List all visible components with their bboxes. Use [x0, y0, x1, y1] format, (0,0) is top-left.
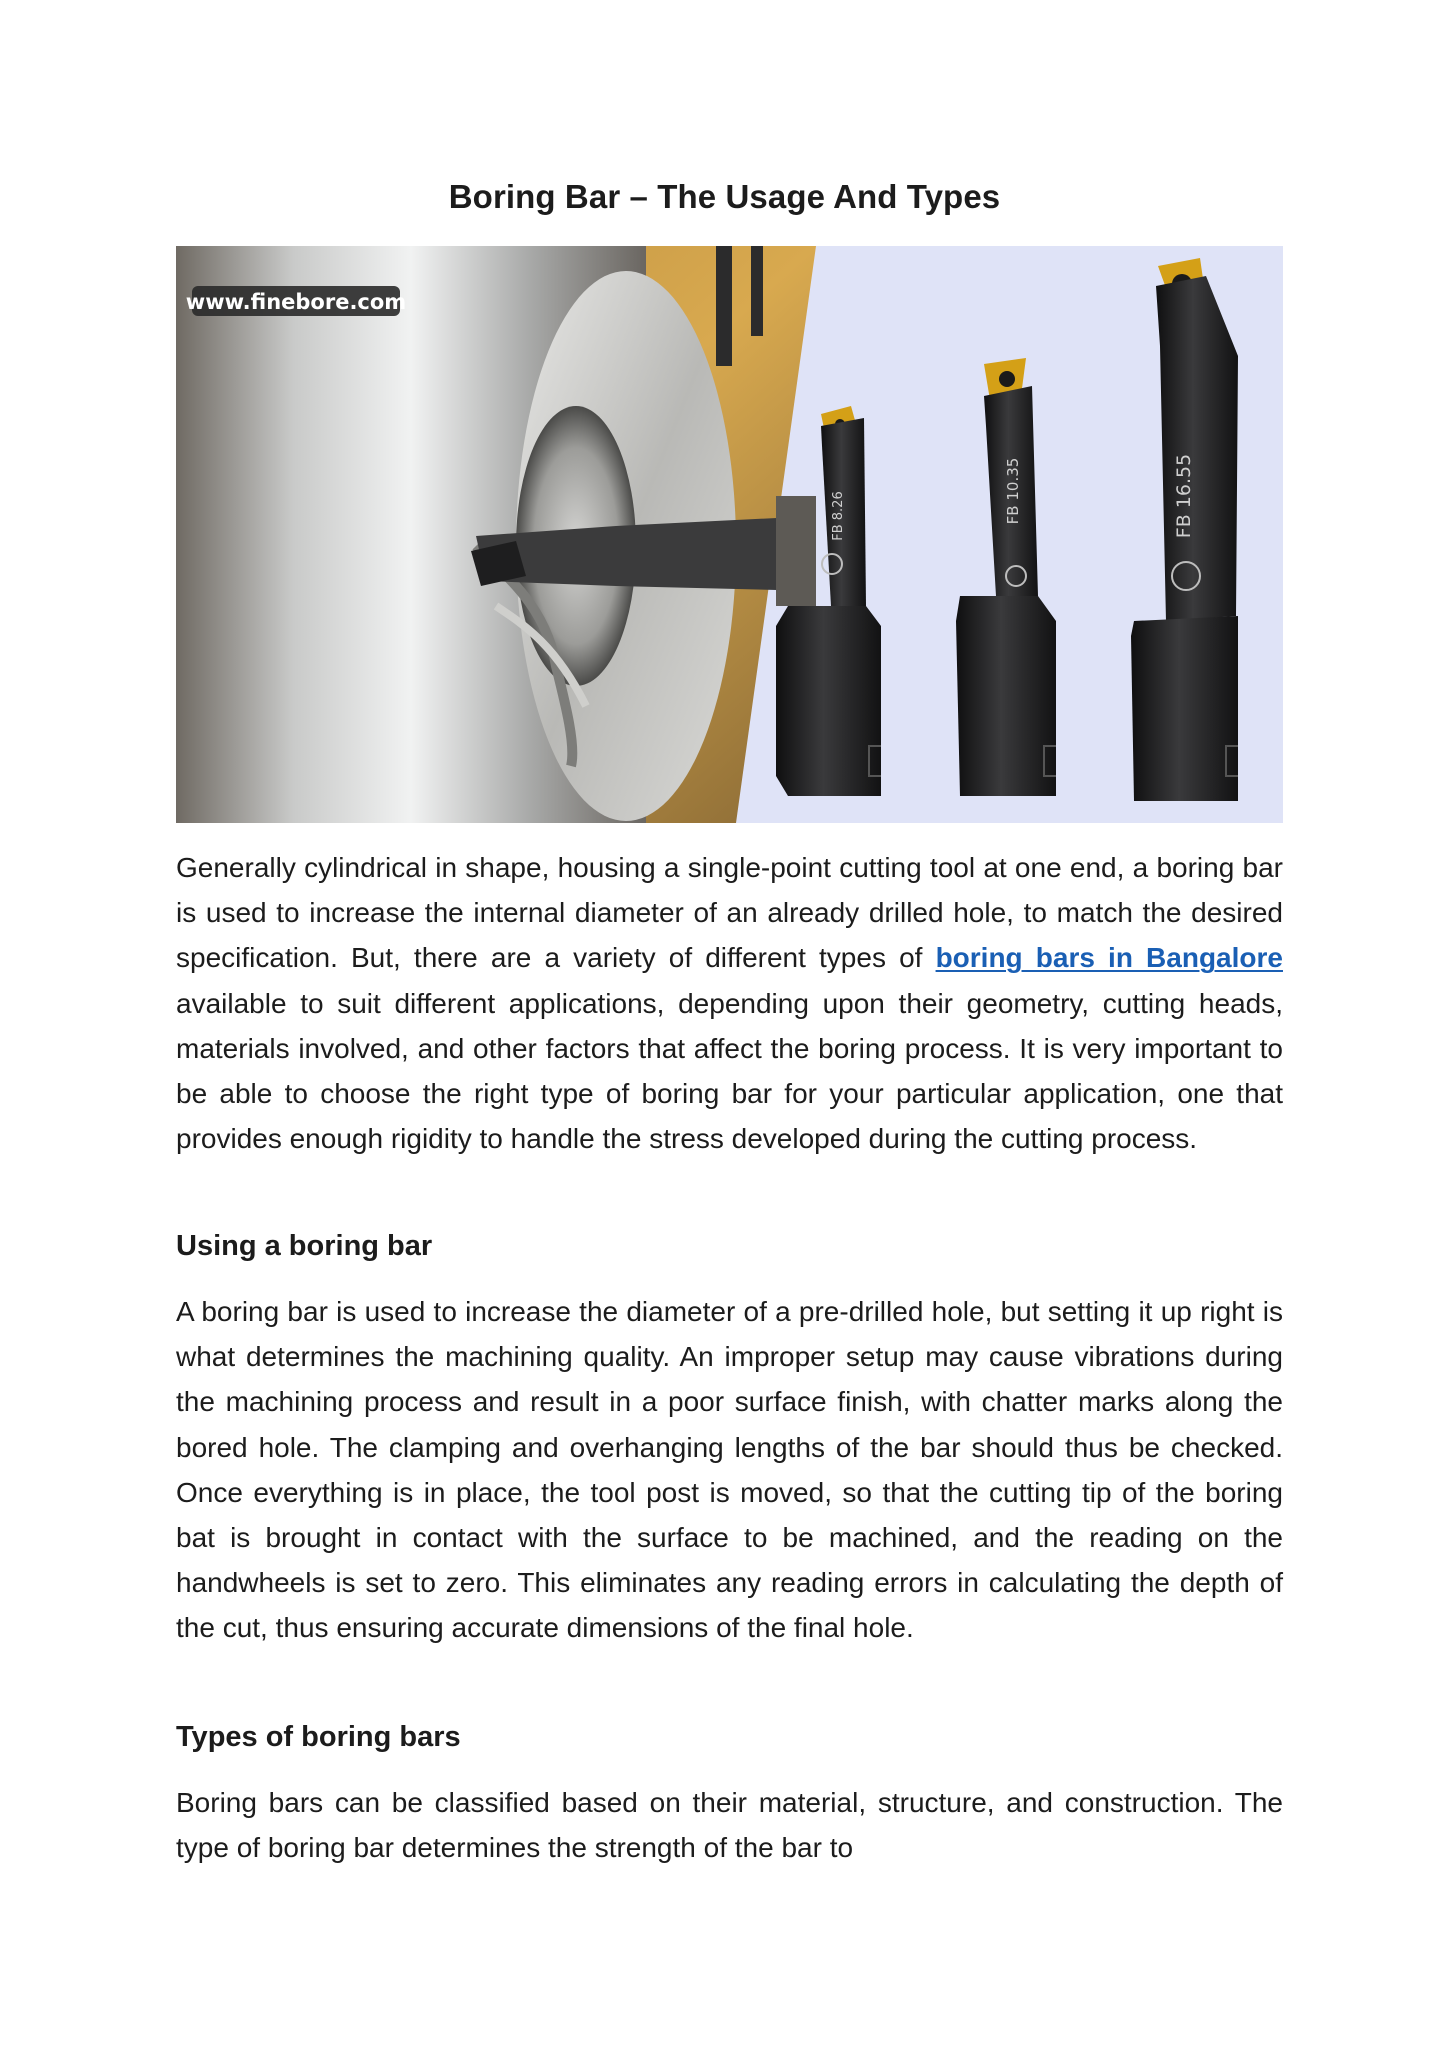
boring-bars-bangalore-link[interactable]: boring bars in Bangalore	[935, 942, 1283, 974]
intro-text-start: Generally cylindrical in shape, housing a single-point cutting tool at one end, a boring bar is used to increase the internal diameter of an already drilled hole, to match the desired specification. But, there are a variety of different types of	[176, 852, 1283, 974]
watermark-text: www.finebore.com	[185, 290, 407, 314]
page-title: Boring Bar – The Usage And Types	[448, 178, 1001, 215]
hero-image	[176, 246, 1283, 823]
types-body: Boring bars can be classified based on their material, structure, and construction. The type of boring bar determines the strength of the bar to	[176, 1787, 1283, 1864]
tool-label: FB 8.26	[831, 491, 846, 541]
machining-photo	[176, 246, 816, 823]
tool-label: FB 10.35	[1004, 457, 1022, 525]
tool-label: FB 16.55	[1173, 453, 1195, 539]
section-heading-using: Using a boring bar	[176, 1230, 433, 1262]
using-body: A boring bar is used to increase the diameter of a pre-drilled hole, but setting it up right is what determines the machining quality. An improper setup may cause vibrations during the machining process and result in a poor surface finish, with chatter marks along the bored hole. The clamping and overhanging lengths of the bar should thus be checked. Once everything is in place, the tool post is moved, so that the cutting tip of the boring bat is brought in contact with the surface to be machined, and the reading on the handwheels is set to zero. This eliminates any reading errors in calculating the depth of the cut, thus ensuring accurate dimensions of the final hole.	[176, 1296, 1283, 1644]
types-paragraph	[176, 1780, 1283, 1870]
using-paragraph	[176, 1289, 1283, 1651]
intro-text-end: available to suit different applications, depending upon their geometry, cutting heads, materials involved, and other factors that affect the boring process. It is very important to be able to choose the right type of boring bar for your particular application, one that provides enough rigidity to handle the stress developed during the cutting process.	[176, 987, 1283, 1155]
intro-paragraph	[176, 845, 1283, 1161]
section-heading-types: Types of boring bars	[176, 1721, 461, 1753]
